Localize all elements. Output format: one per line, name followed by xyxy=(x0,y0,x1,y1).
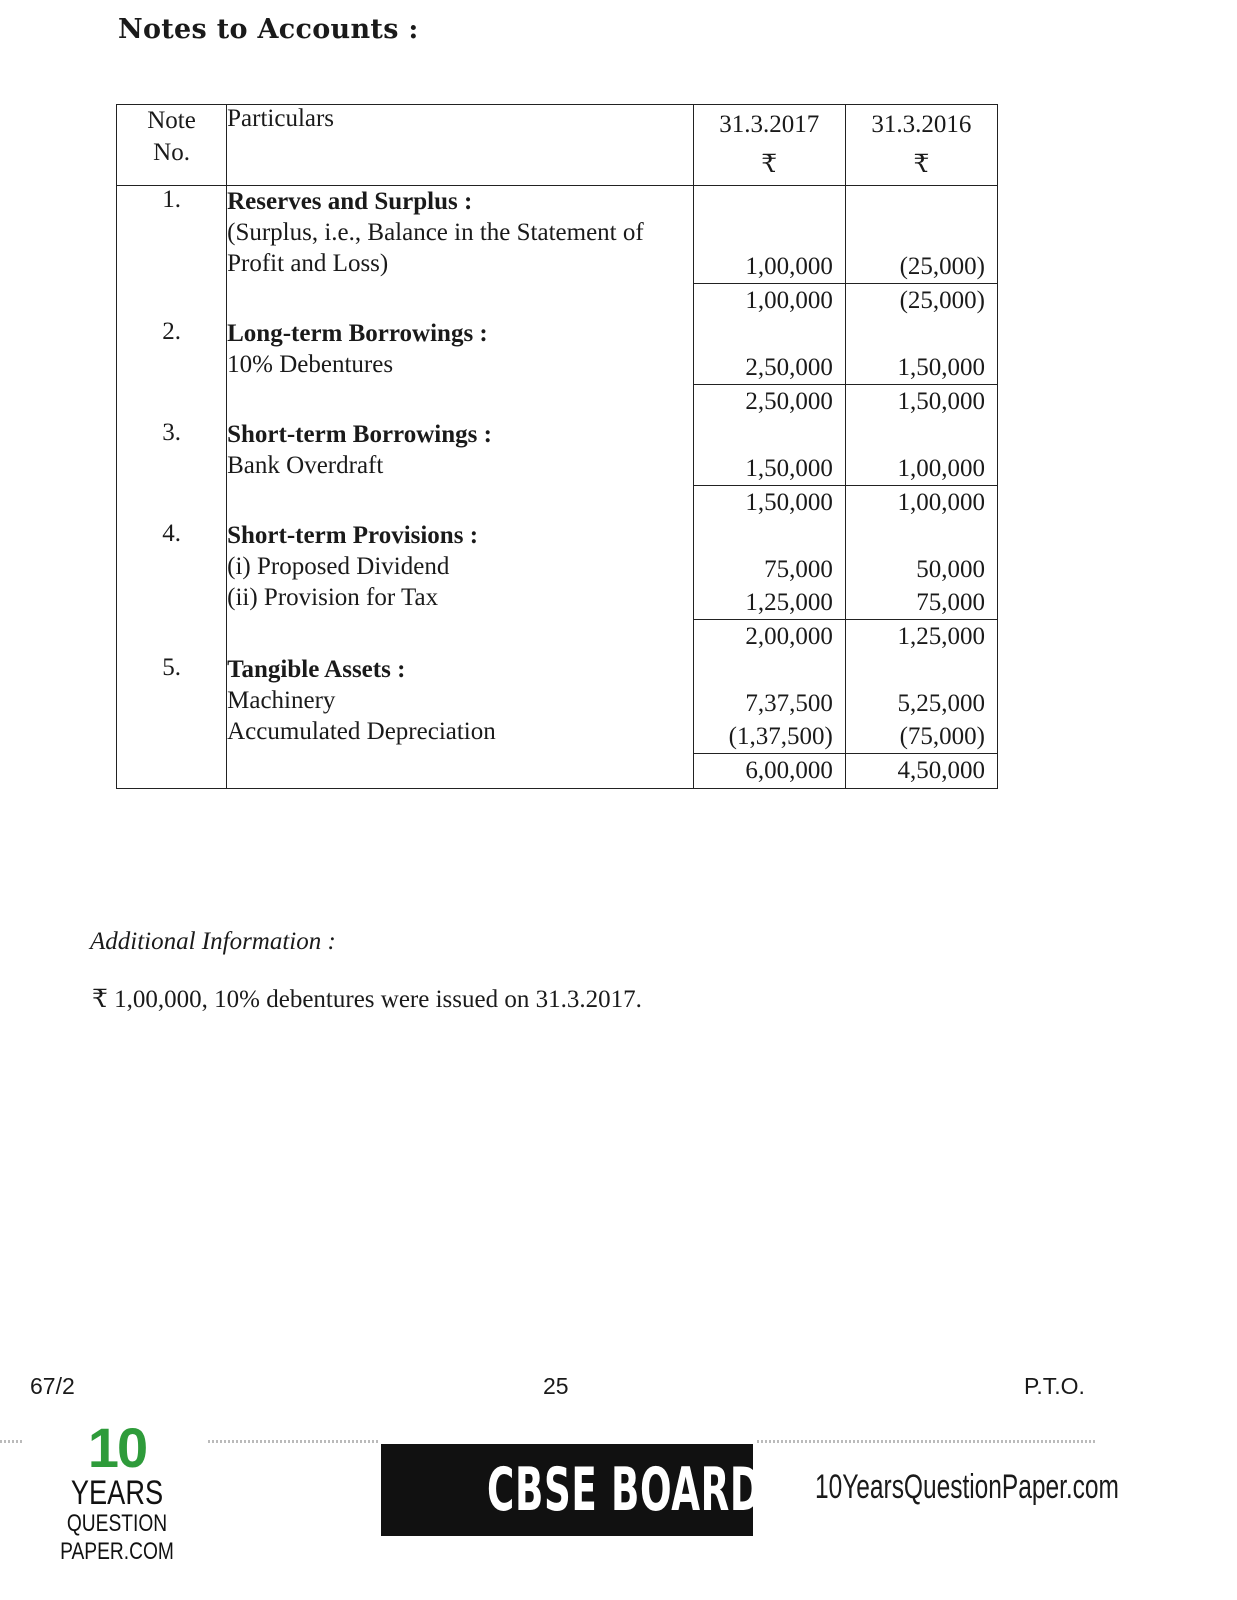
header-note-no xyxy=(117,105,227,186)
brand-logo xyxy=(22,1416,212,1566)
additional-info-text: ₹ 1,00,000, 10% debentures were issued on 31.3.2017. xyxy=(92,986,642,1013)
note-number: 4. xyxy=(117,520,227,654)
amount-2017: 1,00,000 xyxy=(745,253,833,280)
amount-spacer xyxy=(694,419,845,452)
header-note-line2: No. xyxy=(153,139,190,166)
note-particulars xyxy=(227,186,694,319)
note-title: Short-term Borrowings : xyxy=(227,421,492,448)
note-item: (ii) Provision for Tax xyxy=(227,584,439,611)
amount-spacer xyxy=(694,186,845,219)
amount-2016: 1,00,000 xyxy=(897,455,985,482)
amount-2017: (1,37,500) xyxy=(728,723,833,750)
amount-2017: 2,50,000 xyxy=(745,354,833,381)
amount-spacer xyxy=(846,186,997,219)
header-particulars: Particulars xyxy=(227,105,694,186)
paper-code: 67/2 xyxy=(30,1373,75,1399)
amount-cell-2016 xyxy=(845,419,997,520)
note-row xyxy=(117,186,998,319)
note-particulars xyxy=(227,419,694,520)
note-item: (Surplus, i.e., Balance in the Statement of Profit and Loss) xyxy=(227,219,644,277)
amount-cell-2016 xyxy=(845,186,997,319)
note-particulars xyxy=(227,654,694,789)
amount-cell-2017 xyxy=(693,318,845,419)
pto-label: P.T.O. xyxy=(1024,1373,1085,1399)
amount-2016: 1,50,000 xyxy=(897,354,985,381)
note-title: Short-term Provisions : xyxy=(227,522,479,549)
amount-spacer xyxy=(846,219,997,250)
total-2017: 1,50,000 xyxy=(694,485,845,520)
note-row xyxy=(117,520,998,654)
header-row xyxy=(117,105,998,186)
note-particulars xyxy=(227,318,694,419)
amount-2017: 75,000 xyxy=(764,556,833,583)
additional-info-title: Additional Information : xyxy=(90,928,336,955)
amount-2016: (75,000) xyxy=(899,723,985,750)
amount-cell-2017 xyxy=(693,186,845,319)
website-label xyxy=(815,1468,1237,1507)
total-2017: 6,00,000 xyxy=(694,753,845,788)
header-currency-2016: ₹ xyxy=(913,151,930,178)
board-banner-text: CBSE BOARD XII xyxy=(487,1455,834,1525)
brand-logo-site: QUESTION PAPER.COM xyxy=(60,1510,174,1565)
header-year-2017 xyxy=(693,105,845,186)
amount-cell-2017 xyxy=(693,520,845,654)
total-2016: 4,50,000 xyxy=(846,753,997,788)
note-row xyxy=(117,419,998,520)
amount-2016: 5,25,000 xyxy=(897,690,985,717)
amount-spacer xyxy=(846,520,997,553)
header-note-line1: Note xyxy=(147,107,196,134)
total-2017: 2,00,000 xyxy=(694,619,845,654)
amount-2016: 50,000 xyxy=(916,556,985,583)
header-year-2016-label: 31.3.2016 xyxy=(871,111,972,138)
amount-spacer xyxy=(694,654,845,687)
amount-spacer xyxy=(846,419,997,452)
amount-spacer xyxy=(694,219,845,250)
total-2016: 1,50,000 xyxy=(846,384,997,419)
stripe-left xyxy=(0,1440,22,1443)
amount-2016: 75,000 xyxy=(916,589,985,616)
total-2016: 1,25,000 xyxy=(846,619,997,654)
amount-2017: 1,25,000 xyxy=(745,589,833,616)
stripe-right xyxy=(757,1440,1097,1443)
total-2017: 1,00,000 xyxy=(694,283,845,318)
amount-cell-2017 xyxy=(693,419,845,520)
note-title: Reserves and Surplus : xyxy=(227,188,473,215)
note-row xyxy=(117,654,998,789)
page-number: 25 xyxy=(543,1373,569,1399)
header-year-2017-label: 31.3.2017 xyxy=(719,111,820,138)
note-number: 3. xyxy=(117,419,227,520)
amount-cell-2016 xyxy=(845,520,997,654)
amount-cell-2017 xyxy=(693,654,845,789)
amount-cell-2016 xyxy=(845,318,997,419)
header-currency-2017: ₹ xyxy=(761,151,778,178)
note-number: 2. xyxy=(117,318,227,419)
amount-spacer xyxy=(846,654,997,687)
note-item: 10% Debentures xyxy=(227,351,394,378)
brand-logo-years: YEARS xyxy=(70,1474,164,1512)
page-heading: Notes to Accounts : xyxy=(118,14,419,45)
stripe-mid-left xyxy=(208,1440,378,1443)
amount-spacer xyxy=(694,520,845,553)
notes-body xyxy=(117,186,998,789)
note-item: Bank Overdraft xyxy=(227,452,384,479)
note-row xyxy=(117,318,998,419)
note-number: 5. xyxy=(117,654,227,789)
note-particulars xyxy=(227,520,694,654)
note-title: Tangible Assets : xyxy=(227,656,406,683)
amount-spacer xyxy=(694,318,845,351)
note-item: (i) Proposed Dividend xyxy=(227,553,450,580)
amount-2016: (25,000) xyxy=(899,253,985,280)
header-year-2016 xyxy=(845,105,997,186)
note-title: Long-term Borrowings : xyxy=(227,320,488,347)
amount-cell-2016 xyxy=(845,654,997,789)
board-banner xyxy=(381,1444,834,1536)
brand-logo-number: 10 xyxy=(87,1416,147,1479)
amount-2017: 1,50,000 xyxy=(745,455,833,482)
note-item: Accumulated Depreciation xyxy=(227,718,496,745)
amount-2017: 7,37,500 xyxy=(745,690,833,717)
total-2016: (25,000) xyxy=(846,283,997,318)
note-item: Machinery xyxy=(227,687,336,714)
website-text: 10YearsQuestionPaper.com xyxy=(815,1468,1119,1506)
total-2017: 2,50,000 xyxy=(694,384,845,419)
total-2016: 1,00,000 xyxy=(846,485,997,520)
notes-table xyxy=(116,104,998,789)
amount-spacer xyxy=(846,318,997,351)
note-number: 1. xyxy=(117,186,227,319)
